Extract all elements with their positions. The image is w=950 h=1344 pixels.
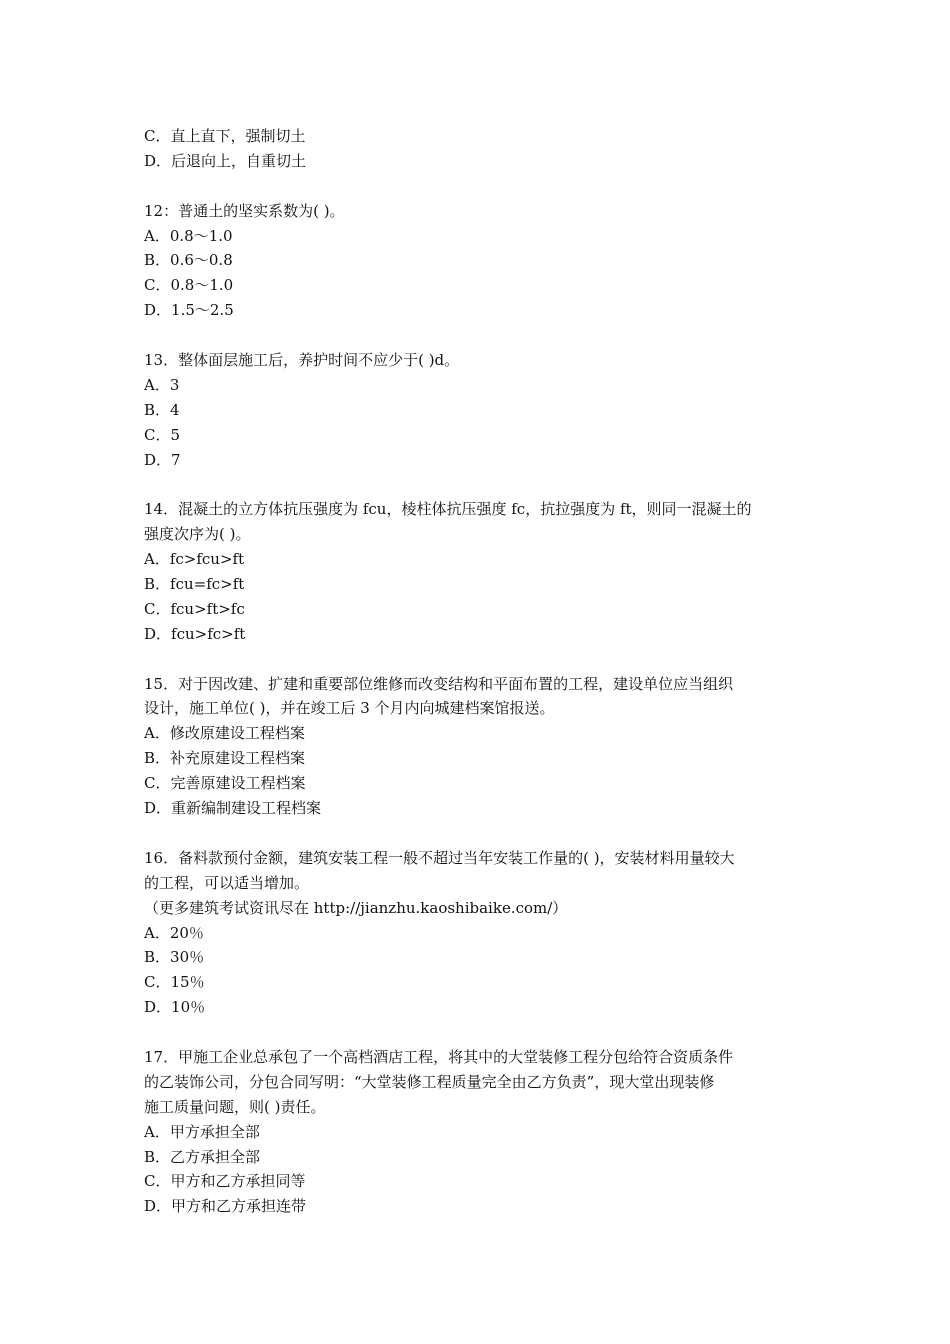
option-a: A．0.8～1.0 [144,226,233,245]
question-stem-line: 的工程，可以适当增加。 [144,873,310,892]
option-c: C．甲方和乙方承担同等 [144,1172,306,1191]
question-stem-line: 17．甲施工企业总承包了一个高档酒店工程，将其中的大堂装修工程分包给符合资质条件 [144,1047,734,1066]
option-b: B．30％ [144,948,205,967]
question-stem-line: 14．混凝土的立方体抗压强度为 fcu，棱柱体抗压强度 fc，抗拉强度为 ft，则同一混凝土的 [144,500,752,519]
promo-note: （更多建筑考试资讯尽在 http://jianzhu.kaoshibaike.com/） [144,898,568,917]
option-a: A．甲方承担全部 [144,1122,260,1141]
question-stem-line: 16．备料款预付金额，建筑安装工程一般不超过当年安装工作量的( )，安装材料用量较大 [144,848,735,867]
option-c: C．0.8～1.0 [144,276,234,295]
option-c: C．直上直下，强制切土 [144,127,306,145]
question-stem: 13．整体面层施工后，养护时间不应少于( )d。 [144,351,460,370]
question-11-options [144,124,808,174]
option-a: A．20％ [144,923,204,942]
question-17 [144,1045,808,1219]
option-d: D．fcu>fc>ft [144,624,246,643]
option-b: B．0.6～0.8 [144,251,233,270]
option-b: B．4 [144,400,180,419]
document-page [144,124,808,1219]
option-d: D．后退向上，自重切土 [144,151,307,170]
spacer [144,174,808,199]
question-stem: 12：普通土的坚实系数为( )。 [144,201,345,220]
question-stem-line: 施工质量问题，则( )责任。 [144,1097,326,1116]
option-a: A．3 [144,375,180,394]
question-13 [144,348,808,472]
option-b: B．fcu=fc>ft [144,575,245,594]
option-d: D．甲方和乙方承担连带 [144,1197,307,1216]
question-12 [144,199,808,323]
spacer [144,647,808,672]
option-a: A．修改原建设工程档案 [144,724,305,743]
spacer [144,821,808,846]
option-b: B．乙方承担全部 [144,1147,261,1166]
question-stem-line: 强度次序为( )。 [144,525,251,544]
question-stem-line: 15．对于因改建、扩建和重要部位维修而改变结构和平面布置的工程，建设单位应当组织 [144,674,734,693]
option-d: D．10％ [144,998,206,1017]
option-d: D．7 [144,450,181,469]
option-d: D．1.5～2.5 [144,301,234,320]
option-d: D．重新编制建设工程档案 [144,799,322,818]
option-a: A．fc>fcu>ft [144,550,245,569]
option-c: C．完善原建设工程档案 [144,774,306,793]
option-c: C．fcu>ft>fc [144,599,245,618]
question-16 [144,846,808,1020]
spacer [144,472,808,497]
question-15 [144,672,808,821]
spacer [144,1020,808,1045]
question-stem-line: 的乙装饰公司，分包合同写明：“大堂装修工程质量完全由乙方负责”，现大堂出现装修 [144,1072,715,1091]
question-stem-line: 设计，施工单位( )，并在竣工后 3 个月内向城建档案馆报送。 [144,699,555,718]
option-c: C．15％ [144,973,205,992]
spacer [144,323,808,348]
option-b: B．补充原建设工程档案 [144,749,306,768]
question-14 [144,497,808,646]
option-c: C．5 [144,425,181,444]
